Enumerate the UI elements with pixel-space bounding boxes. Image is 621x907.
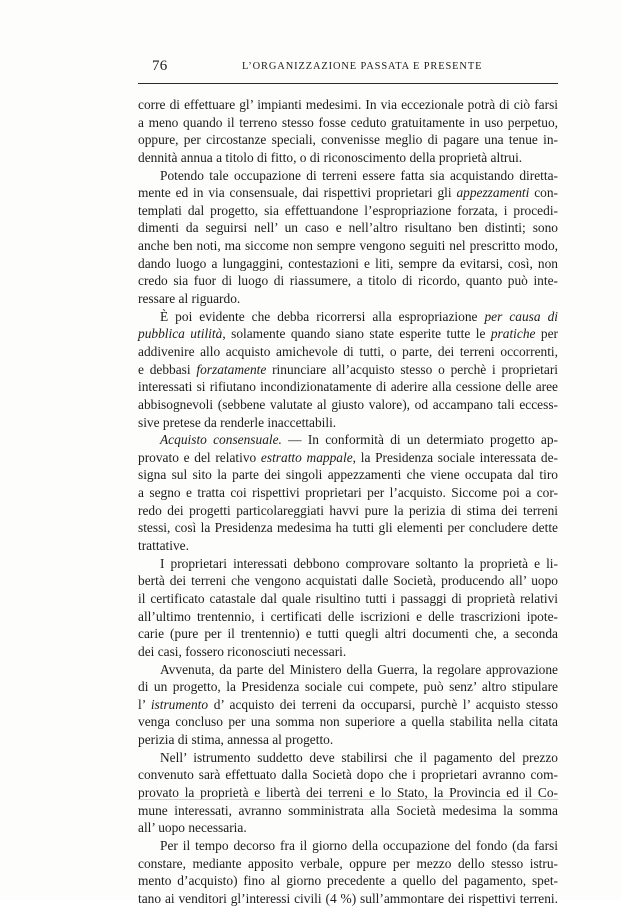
italic-text: istrumento: [150, 696, 209, 712]
text-segment: addivenire allo acquisto amichevole di tutti, o parte, dei terreni occorrenti,: [138, 343, 558, 359]
text-line: [138, 696, 558, 714]
page-number: 76: [152, 58, 168, 74]
text-line: [138, 114, 558, 132]
text-line: [138, 449, 558, 467]
text-line: [138, 819, 558, 837]
text-segment: dando luogo a lungaggini, contestazioni e liti, sempre da evitarsi, così, non: [138, 255, 558, 271]
text-segment: corre di effettuare gl’ impianti medesimi. In via eccezionale potrà di ciò farsi: [138, 97, 558, 112]
text-line: [138, 255, 558, 273]
text-line: [138, 325, 558, 343]
text-line: [138, 555, 558, 573]
text-line: [138, 519, 558, 537]
text-line: [138, 202, 558, 220]
text-line: [138, 219, 558, 237]
text-line: [138, 890, 558, 907]
text-line: [138, 625, 558, 643]
text-segment: abbisognevoli (sebbene valutate al giusto valore), od accampano tali eccess-: [138, 396, 558, 412]
text-line: [138, 661, 558, 679]
text-line: [138, 537, 558, 555]
text-line: [138, 308, 558, 326]
running-head: [138, 58, 558, 80]
text-segment: stessi, così la Presidenza medesima ha tutti gli elementi per concludere dette: [138, 520, 558, 536]
body-text: [138, 96, 558, 907]
header-rule: [138, 83, 558, 84]
text-line: [138, 837, 558, 855]
text-segment: a segno e tratta coi rispettivi proprietari per l’acquisto. Siccome poi a cor-: [138, 485, 558, 501]
text-line: [138, 96, 558, 114]
text-line: [138, 431, 558, 449]
text-segment: ressare al riguardo.: [138, 291, 241, 307]
text-line: [138, 731, 558, 749]
text-segment: dimenti da seguirsi nell’ un caso e nell’altro risultano ben distinti; sono: [138, 220, 558, 236]
text-segment: convenuto sarà effettuato dalla Società dopo che i proprietari avranno com-: [138, 767, 558, 783]
text-line: [138, 167, 558, 185]
text-segment: bertà dei terreni che vengono acquistati dalle Società, producendo all’ uopo: [138, 573, 558, 589]
text-segment: redo dei progetti particolareggiati havvi pure la perizia di stima dei terreni: [138, 502, 558, 518]
text-segment: templati dal progetto, sia effettuandone l’espropriazione forzata, i procedi-: [138, 202, 558, 218]
text-line: [138, 149, 558, 167]
text-segment: e debbasi: [138, 361, 197, 377]
text-line: [138, 396, 558, 414]
text-line: [138, 361, 558, 379]
text-segment: rinunciare all’acquisto stesso o perchè i proprietari: [266, 361, 559, 377]
text-segment: , la Presidenza sociale interessata de-: [352, 449, 558, 465]
text-line: [138, 502, 558, 520]
text-segment: interessati si rifiutano incondizionatamente di aderire alla cessione delle aree: [138, 379, 558, 395]
text-segment: dei casi, fossero riconosciuti necessari.: [138, 643, 347, 659]
text-line: [138, 184, 558, 202]
text-segment: Nell’ istrumento suddetto deve stabilirsi che il pagamento del prezzo: [160, 749, 558, 765]
text-line: [138, 802, 558, 820]
text-segment: Avvenuta, da parte del Ministero della Guerra, la regolare approvazione: [160, 661, 558, 677]
text-line: [138, 855, 558, 873]
text-line: [138, 872, 558, 890]
text-segment: oppure, per circostanze speciali, convenisse meglio di pagare una tenue in-: [138, 132, 558, 148]
text-line: [138, 572, 558, 590]
text-segment: carie (pure per il trentennio) e tutti quegli altri documenti che, a seconda: [138, 626, 558, 642]
text-line: [138, 414, 558, 432]
text-line: [138, 766, 558, 784]
text-segment: sive pretese da renderle inaccettabili.: [138, 414, 337, 430]
text-line: [138, 290, 558, 308]
italic-text: forzatamente: [196, 361, 267, 377]
text-segment: anche ben noti, ma siccome non sempre vengono seguiti nel prescritto modo,: [138, 238, 558, 254]
italic-text: appezzamenti: [456, 185, 530, 201]
text-segment: credo sia fuor di luogo di riassumere, a titolo di ricordo, quanto può inte-: [138, 273, 558, 289]
text-segment: venga concluso per una somma non superiore a quella stabilita nella citata: [138, 714, 558, 730]
text-line: [138, 131, 558, 149]
text-segment: provato la proprietà e libertà dei terreni e lo Stato, la Provincia ed il Co-: [138, 784, 558, 800]
text-segment: tano ai venditori gl’interessi civili (4 %) sull’ammontare dei rispettivi terreni.: [138, 890, 558, 906]
text-segment: signa sul sito la parte dei singoli appezzamenti che viene occupata dal tiro: [138, 467, 558, 483]
text-segment: constare, mediante apposito verbale, oppure per mezzo dello stesso istru-: [138, 855, 558, 871]
italic-text: pratiche: [490, 326, 536, 342]
text-segment: per: [535, 326, 559, 342]
text-line: [138, 484, 558, 502]
text-segment: Potendo tale occupazione di terreni essere fatta sia acquistando diretta-: [160, 167, 558, 183]
text-line: [138, 343, 558, 361]
text-line: [138, 237, 558, 255]
bottom-rule: [138, 799, 558, 800]
italic-text: estratto mappale: [260, 449, 353, 465]
text-segment: I proprietari interessati debbono comprovare soltanto la proprietà e li-: [160, 555, 558, 571]
text-segment: all’ultimo trentennio, i certificati delle iscrizioni e delle trascrizioni ipote-: [138, 608, 558, 624]
text-line: [138, 678, 558, 696]
text-segment: di un progetto, la Presidenza sociale cui compete, può senz’ altro stipulare: [138, 679, 558, 695]
text-segment: perizia di stima, annessa al progetto.: [138, 732, 334, 748]
text-line: [138, 608, 558, 626]
text-line: [138, 466, 558, 484]
text-line: [138, 378, 558, 396]
italic-text: per causa di: [484, 308, 559, 324]
text-line: [138, 590, 558, 608]
text-line: [138, 749, 558, 767]
text-segment: — In conformità di un determiato progetto ap-: [281, 432, 559, 448]
text-segment: a meno quando il terreno stesso fosse ceduto gratuitamente in uso perpetuo,: [138, 114, 558, 130]
text-segment: con-: [529, 185, 558, 201]
text-segment: mune interessati, avranno somministrata alla Società medesima la somma: [138, 802, 558, 818]
italic-text: Acquisto consensuale.: [160, 432, 282, 448]
text-line: [138, 272, 558, 290]
text-segment: , solamente quando siano state esperite tutte le: [222, 326, 491, 342]
text-segment: il certificato catastale dal quale risultino tutti i passaggi di proprietà relativi: [138, 590, 558, 606]
text-segment: provato e del relativo: [138, 449, 261, 465]
text-segment: dennità annua a titolo di fitto, o di riconoscimento della proprietà altrui.: [138, 149, 523, 165]
running-title: L’ORGANIZZAZIONE PASSATA E PRESENTE: [242, 61, 483, 72]
text-segment: mento d’acquisto) fino al giorno precedente a quello del pagamento, spet-: [138, 873, 558, 889]
text-segment: l’: [138, 696, 151, 712]
text-segment: d’ acquisto dei terreni da occuparsi, purchè l’ acquisto stesso: [208, 696, 558, 712]
text-segment: all’ uopo necessaria.: [138, 820, 247, 836]
text-segment: È poi evidente che debba ricorrersi alla espropriazione: [160, 308, 485, 324]
italic-text: pubblica utilità: [138, 326, 223, 342]
text-line: [138, 713, 558, 731]
text-segment: mente ed in via consensuale, dai rispettivi proprietari gli: [138, 185, 457, 201]
text-segment: Per il tempo decorso fra il giorno della occupazione del fondo (da farsi: [160, 837, 558, 853]
text-line: [138, 643, 558, 661]
text-segment: trattative.: [138, 538, 189, 554]
